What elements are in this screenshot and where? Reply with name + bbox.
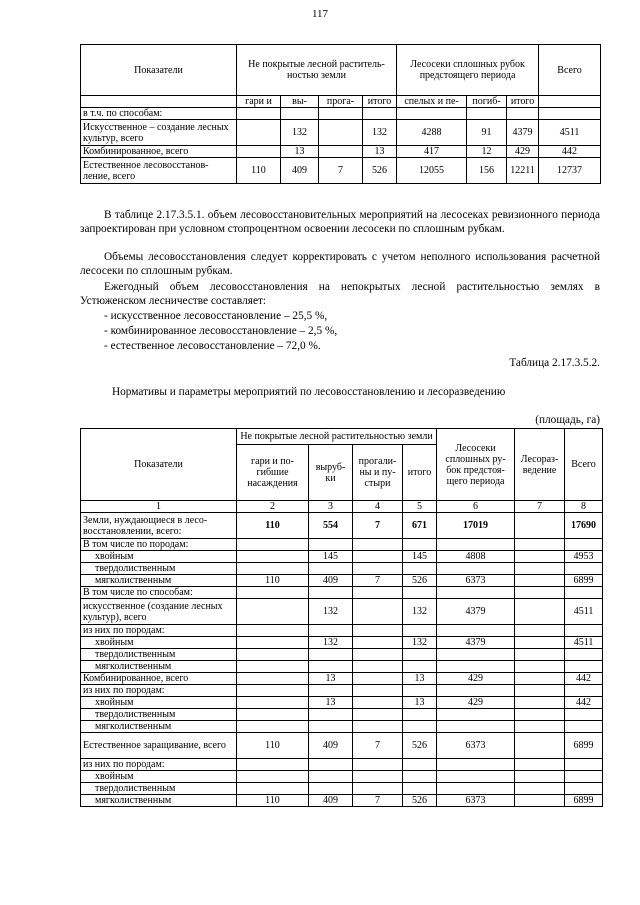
table-cell: [515, 625, 565, 637]
table-cell: 526: [403, 575, 437, 587]
table-cell: [437, 721, 515, 733]
table-cell: [353, 661, 403, 673]
row-label: хвойным: [81, 771, 237, 783]
t1-subheader: спелых и пе-: [397, 96, 467, 108]
forest-restoration-methods-table: [80, 44, 601, 184]
t1-subheader: прога-: [319, 96, 363, 108]
table-cell: [237, 637, 309, 649]
t2-col-number: 6: [437, 501, 515, 513]
table-cell: 409: [309, 733, 353, 759]
row-label: мягколиственным: [81, 575, 237, 587]
table-cell: [437, 625, 515, 637]
table-cell: [515, 563, 565, 575]
row-label: Комбинированное, всего: [81, 146, 237, 158]
table-cell: [309, 759, 353, 771]
t2-col-number: 5: [403, 501, 437, 513]
t2-col-number: 4: [353, 501, 403, 513]
table-label: Таблица 2.17.3.5.2.: [509, 357, 600, 369]
table-cell: [353, 649, 403, 661]
table-row: [81, 587, 603, 599]
table-cell: 132: [363, 120, 397, 146]
row-label: Естественное лесовосстанов-ление, всего: [81, 158, 237, 184]
row-label: В том числе по способам:: [81, 587, 237, 599]
table-cell: 91: [467, 120, 507, 146]
row-label: хвойным: [81, 637, 237, 649]
row-label: твердолиственным: [81, 649, 237, 661]
table-cell: [515, 721, 565, 733]
table-cell: [515, 673, 565, 685]
table-cell: [319, 120, 363, 146]
table-cell: 671: [403, 513, 437, 539]
table-cell: [353, 599, 403, 625]
table-row: [81, 673, 603, 685]
table-cell: [309, 783, 353, 795]
table-cell: [237, 697, 309, 709]
table-row: [81, 649, 603, 661]
table-cell: [309, 661, 353, 673]
table-row: [81, 721, 603, 733]
table-cell: [565, 661, 603, 673]
list-item-combined: - комбинированное лесовосстановление – 2,5 %,: [104, 325, 338, 337]
table-row: [81, 709, 603, 721]
table-units: (площадь, га): [535, 414, 600, 426]
row-label: Искусственное – создание лесных культур, всего: [81, 120, 237, 146]
table-cell: 4288: [397, 120, 467, 146]
row-label: хвойным: [81, 551, 237, 563]
table-cell: [237, 587, 309, 599]
list-item-artificial: - искусственное лесовосстановление – 25,5 %,: [104, 310, 328, 322]
table-cell: [515, 513, 565, 539]
table-cell: [403, 759, 437, 771]
table-cell: [515, 697, 565, 709]
t2-header-indicators: Показатели: [81, 429, 237, 501]
table-cell: 13: [309, 673, 353, 685]
table-cell: [309, 771, 353, 783]
table-cell: [437, 661, 515, 673]
table-cell: [353, 709, 403, 721]
table-cell: [437, 685, 515, 697]
table-cell: 12737: [539, 158, 601, 184]
table-row: [81, 771, 603, 783]
table-row: [81, 795, 603, 807]
table-row: [81, 158, 601, 184]
table-cell: [309, 563, 353, 575]
table-cell: 4379: [507, 120, 539, 146]
table-cell: [237, 709, 309, 721]
table-cell: 4808: [437, 551, 515, 563]
table-cell: 13: [363, 146, 397, 158]
table-cell: [403, 661, 437, 673]
table-cell: 12055: [397, 158, 467, 184]
table-cell: [309, 649, 353, 661]
table-cell: [515, 575, 565, 587]
table-cell: [437, 587, 515, 599]
table-cell: 4953: [565, 551, 603, 563]
table-cell: [237, 759, 309, 771]
row-label: твердолиственным: [81, 783, 237, 795]
table-cell: [309, 721, 353, 733]
table-cell: [539, 108, 601, 120]
table-cell: 13: [309, 697, 353, 709]
table-cell: [237, 108, 281, 120]
row-label: мягколиственным: [81, 795, 237, 807]
table-cell: [353, 685, 403, 697]
table-cell: [437, 563, 515, 575]
row-label: твердолиственным: [81, 709, 237, 721]
table-row: [81, 146, 601, 158]
t2-header-burned: гари и по-гибшие насаждения: [237, 445, 309, 501]
table-cell: 12: [467, 146, 507, 158]
table-cell: [403, 721, 437, 733]
table-cell: [507, 108, 539, 120]
table-cell: 145: [403, 551, 437, 563]
table-cell: [309, 685, 353, 697]
table-cell: [309, 709, 353, 721]
table-cell: 417: [397, 146, 467, 158]
table-cell: 554: [309, 513, 353, 539]
t1-header-cutting-areas: Лесосеки сплошных рубок предстоящего периода: [397, 45, 539, 96]
table-cell: [515, 795, 565, 807]
table-cell: 7: [353, 575, 403, 587]
table-cell: 132: [281, 120, 319, 146]
table-row: [81, 599, 603, 625]
table-cell: [515, 685, 565, 697]
table-cell: 4511: [539, 120, 601, 146]
table-cell: 4379: [437, 599, 515, 625]
table-cell: [515, 637, 565, 649]
table-cell: [353, 673, 403, 685]
t1-header-uncovered-lands: Не покрытые лесной раститель-ностью земли: [237, 45, 397, 96]
row-label: хвойным: [81, 697, 237, 709]
table-cell: 17690: [565, 513, 603, 539]
table-row: [81, 551, 603, 563]
table-cell: [565, 563, 603, 575]
t1-body: [81, 108, 601, 184]
table-cell: 409: [309, 795, 353, 807]
table-cell: [515, 599, 565, 625]
table-cell: [437, 783, 515, 795]
reforestation-norms-table: [80, 428, 603, 807]
table-cell: [397, 108, 467, 120]
list-item-natural: - естественное лесовосстановление – 72,0 %.: [104, 340, 321, 352]
t1-subheader-row: [81, 96, 601, 108]
table-cell: [353, 771, 403, 783]
row-label: мягколиственным: [81, 721, 237, 733]
table-cell: [353, 625, 403, 637]
table-cell: 526: [363, 158, 397, 184]
table-row: [81, 539, 603, 551]
table-cell: 6899: [565, 733, 603, 759]
table-cell: 7: [353, 513, 403, 539]
t2-header-total: Всего: [565, 429, 603, 501]
table-cell: 6373: [437, 575, 515, 587]
table-row: [81, 625, 603, 637]
table-cell: [237, 649, 309, 661]
table-cell: [565, 783, 603, 795]
table-cell: [353, 587, 403, 599]
table-cell: [403, 587, 437, 599]
t1-header-indicators: Показатели: [81, 45, 237, 96]
table-cell: [565, 721, 603, 733]
table-cell: [403, 783, 437, 795]
table-cell: [353, 721, 403, 733]
table-cell: [353, 783, 403, 795]
t1-subheader: итого: [507, 96, 539, 108]
table-cell: 12211: [507, 158, 539, 184]
table-cell: 110: [237, 575, 309, 587]
table-cell: [353, 697, 403, 709]
row-label: из них по породам:: [81, 685, 237, 697]
table-cell: [515, 771, 565, 783]
table-cell: 110: [237, 158, 281, 184]
t1-header-total: Всего: [539, 45, 601, 96]
t2-column-numbers: [81, 501, 603, 513]
table-cell: [353, 539, 403, 551]
table-row: [81, 120, 601, 146]
t2-body: [81, 513, 603, 807]
table-cell: 110: [237, 513, 309, 539]
table-cell: [237, 563, 309, 575]
table-cell: [237, 539, 309, 551]
table-row: [81, 733, 603, 759]
table-cell: [515, 733, 565, 759]
table-cell: [309, 587, 353, 599]
table-cell: 132: [403, 637, 437, 649]
table-cell: 409: [281, 158, 319, 184]
t2-header-cutting-areas: Лесосеки сплошных ру-бок предстоя-щего периода: [437, 429, 515, 501]
table-cell: [565, 587, 603, 599]
table-cell: [515, 783, 565, 795]
table-cell: [353, 563, 403, 575]
table-cell: [515, 759, 565, 771]
table-cell: 6899: [565, 795, 603, 807]
table-cell: [437, 539, 515, 551]
table-cell: [403, 685, 437, 697]
table-cell: [237, 599, 309, 625]
paragraph-volume-correction: Объемы лесовосстановления следует корректировать с учетом неполного использования расчетной лесосеки по сплошным рубкам.: [80, 251, 600, 277]
paragraph-table-2-17-3-5-1: В таблице 2.17.3.5.1. объем лесовосстановительных мероприятий на лесосеках ревизионного периода запроектирован при условном стопроцентном освоении лесосеки по сплошным рубкам.: [80, 209, 600, 235]
table-cell: [237, 721, 309, 733]
page-number: 117: [311, 8, 329, 20]
t2-header-afforestation: Лесораз-ведение: [515, 429, 565, 501]
t1-subheader: гари и: [237, 96, 281, 108]
table-cell: [237, 685, 309, 697]
table-cell: [565, 625, 603, 637]
t1-subheader: погиб-: [467, 96, 507, 108]
table-cell: [237, 551, 309, 563]
table-row: [81, 108, 601, 120]
table-cell: 6373: [437, 795, 515, 807]
table-cell: 7: [353, 795, 403, 807]
table-cell: [515, 649, 565, 661]
table-cell: [515, 551, 565, 563]
table-cell: [353, 551, 403, 563]
table-cell: [309, 625, 353, 637]
t2-col-number: 1: [81, 501, 237, 513]
table-cell: 6373: [437, 733, 515, 759]
table-cell: [403, 539, 437, 551]
table-cell: [237, 661, 309, 673]
table-row: [81, 759, 603, 771]
table-cell: 110: [237, 733, 309, 759]
t1-subheader: итого: [363, 96, 397, 108]
t2-header-gaps: прогали-ны и пу-стыри: [353, 445, 403, 501]
table-cell: 7: [319, 158, 363, 184]
table-cell: [437, 759, 515, 771]
table-cell: 7: [353, 733, 403, 759]
t2-header-subtotal: итого: [403, 445, 437, 501]
table-cell: 13: [403, 697, 437, 709]
table-cell: 132: [309, 599, 353, 625]
table-cell: [565, 759, 603, 771]
row-label: из них по породам:: [81, 759, 237, 771]
table-cell: [515, 709, 565, 721]
table-cell: [353, 637, 403, 649]
row-label: В том числе по породам:: [81, 539, 237, 551]
table-cell: 429: [437, 673, 515, 685]
table-cell: [237, 120, 281, 146]
table-cell: [237, 783, 309, 795]
table-cell: 4379: [437, 637, 515, 649]
table-cell: [403, 649, 437, 661]
table-row: [81, 575, 603, 587]
table-cell: [353, 759, 403, 771]
table-cell: [403, 625, 437, 637]
table-cell: 132: [309, 637, 353, 649]
table-cell: [281, 108, 319, 120]
table-cell: 526: [403, 733, 437, 759]
table-cell: [237, 146, 281, 158]
table-cell: 429: [507, 146, 539, 158]
table-cell: 526: [403, 795, 437, 807]
table-cell: [437, 709, 515, 721]
row-label: Естественное заращивание, всего: [81, 733, 237, 759]
t2-col-number: 2: [237, 501, 309, 513]
table-cell: [515, 587, 565, 599]
table-cell: 4511: [565, 599, 603, 625]
table-cell: 409: [309, 575, 353, 587]
table-cell: 13: [403, 673, 437, 685]
table-cell: 6899: [565, 575, 603, 587]
t2-col-number: 7: [515, 501, 565, 513]
t2-header-uncovered-lands: Не покрытые лесной растительностью земли: [237, 429, 437, 445]
row-label: мягколиственным: [81, 661, 237, 673]
table-cell: 132: [403, 599, 437, 625]
table-cell: [237, 673, 309, 685]
table-cell: [515, 539, 565, 551]
table-cell: 442: [565, 697, 603, 709]
t1-subheader: вы-: [281, 96, 319, 108]
table-title: Нормативы и параметры мероприятий по лесовосстановлению и лесоразведению: [112, 386, 506, 398]
table-cell: [309, 539, 353, 551]
table-row: [81, 563, 603, 575]
table-row: [81, 685, 603, 697]
table-cell: [403, 709, 437, 721]
table-cell: [237, 625, 309, 637]
row-label: в т.ч. по способам:: [81, 108, 237, 120]
table-cell: [565, 649, 603, 661]
row-label: твердолиственным: [81, 563, 237, 575]
row-label: Комбинированное, всего: [81, 673, 237, 685]
table-cell: 4511: [565, 637, 603, 649]
table-cell: [565, 685, 603, 697]
table-cell: 429: [437, 697, 515, 709]
table-cell: 442: [539, 146, 601, 158]
table-row: [81, 513, 603, 539]
table-cell: [565, 771, 603, 783]
table-row: [81, 697, 603, 709]
table-cell: 442: [565, 673, 603, 685]
table-cell: [437, 771, 515, 783]
table-row: [81, 661, 603, 673]
table-cell: [403, 563, 437, 575]
table-cell: [515, 661, 565, 673]
t2-header-cut: выруб-ки: [309, 445, 353, 501]
table-cell: 156: [467, 158, 507, 184]
table-cell: 145: [309, 551, 353, 563]
table-cell: [363, 108, 397, 120]
table-cell: [565, 539, 603, 551]
table-cell: [467, 108, 507, 120]
table-cell: [319, 146, 363, 158]
row-label: Земли, нуждающиеся в лесо-восстановлении, всего:: [81, 513, 237, 539]
table-cell: [437, 649, 515, 661]
table-cell: 110: [237, 795, 309, 807]
t2-col-number: 8: [565, 501, 603, 513]
table-row: [81, 783, 603, 795]
table-row: [81, 637, 603, 649]
row-label: из них по породам:: [81, 625, 237, 637]
table-cell: [237, 771, 309, 783]
table-cell: [319, 108, 363, 120]
table-cell: 17019: [437, 513, 515, 539]
t2-col-number: 3: [309, 501, 353, 513]
table-cell: 13: [281, 146, 319, 158]
table-cell: [565, 709, 603, 721]
row-label: искусственное (создание лесных культур), всего: [81, 599, 237, 625]
table-cell: [403, 771, 437, 783]
paragraph-annual-volume: Ежегодный объем лесовосстановления на непокрытых лесной растительностью землях в Устюженском лесничестве составляет:: [80, 281, 600, 307]
